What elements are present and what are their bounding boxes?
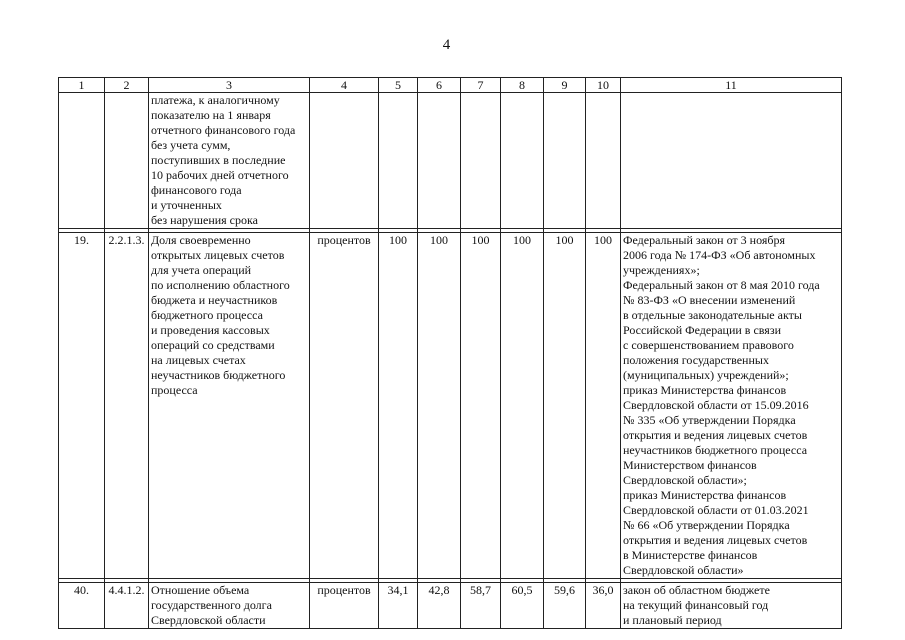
column-header: 1 <box>59 78 105 93</box>
indicator-description: Отношение объема государственного долга Свердловской области <box>149 583 310 629</box>
value-cell: 60,5 <box>501 583 544 629</box>
table-header-row <box>59 78 842 93</box>
value-cell: 42,8 <box>418 583 461 629</box>
indicator-code <box>105 93 149 229</box>
unit-cell: процентов <box>310 233 379 579</box>
indicator-code: 4.4.1.2. <box>105 583 149 629</box>
value-cell: 100 <box>418 233 461 579</box>
column-header: 6 <box>418 78 461 93</box>
column-header: 4 <box>310 78 379 93</box>
column-header: 11 <box>621 78 842 93</box>
row-number <box>59 93 105 229</box>
row-number: 19. <box>59 233 105 579</box>
unit-cell: процентов <box>310 583 379 629</box>
indicator-code: 2.2.1.3. <box>105 233 149 579</box>
value-cell: 58,7 <box>461 583 501 629</box>
legal-basis <box>621 93 842 229</box>
column-header: 9 <box>544 78 586 93</box>
column-header: 7 <box>461 78 501 93</box>
value-cell <box>586 93 621 229</box>
row-number: 40. <box>59 583 105 629</box>
column-header: 2 <box>105 78 149 93</box>
page-number: 4 <box>442 37 451 53</box>
value-cell <box>418 93 461 229</box>
value-cell: 100 <box>379 233 418 579</box>
value-cell: 100 <box>586 233 621 579</box>
value-cell <box>379 93 418 229</box>
table-row <box>59 583 842 629</box>
column-header: 10 <box>586 78 621 93</box>
unit-cell <box>310 93 379 229</box>
legal-basis: закон об областном бюджете на текущий финансовый год и плановый период <box>621 583 842 629</box>
indicators-table <box>58 77 842 629</box>
value-cell: 34,1 <box>379 583 418 629</box>
indicator-description: Доля своевременно открытых лицевых счетов для учета операций по исполнению областного бюджета и неучастников бюджетного процесса и проведения кассовых операций со средствами на лицевых счетах неучастников бюджетного процесса <box>149 233 310 579</box>
value-cell: 59,6 <box>544 583 586 629</box>
column-header: 3 <box>149 78 310 93</box>
value-cell <box>461 93 501 229</box>
column-header: 5 <box>379 78 418 93</box>
value-cell <box>544 93 586 229</box>
indicator-description: платежа, к аналогичному показателю на 1 января отчетного финансового года без учета сумм, поступивших в последние 10 рабочих дней отчетного финансового года и уточненных без нарушения срока <box>149 93 310 229</box>
legal-basis: Федеральный закон от 3 ноября 2006 года № 174-ФЗ «Об автономных учреждениях»; Федеральный закон от 8 мая 2010 года № 83-ФЗ «О внесении изменений в отдельные законодательные акты Российской Федерации в связи с совершенствованием правового положения государственных (муниципальных) учреждений»; приказ Министерства финансов Свердловской области от 15.09.2016 № 335 «Об утверждении Порядка открытия и ведения лицевых счетов неучастников бюджетного процесса Министерством финансов Свердловской области»; приказ Министерства финансов Свердловской области от 01.03.2021 № 66 «Об утверждении Порядка открытия и ведения лицевых счетов в Министерстве финансов Свердловской области» <box>621 233 842 579</box>
table-row <box>59 93 842 229</box>
value-cell: 36,0 <box>586 583 621 629</box>
column-header: 8 <box>501 78 544 93</box>
value-cell: 100 <box>544 233 586 579</box>
table-row <box>59 233 842 579</box>
value-cell: 100 <box>461 233 501 579</box>
value-cell: 100 <box>501 233 544 579</box>
value-cell <box>501 93 544 229</box>
